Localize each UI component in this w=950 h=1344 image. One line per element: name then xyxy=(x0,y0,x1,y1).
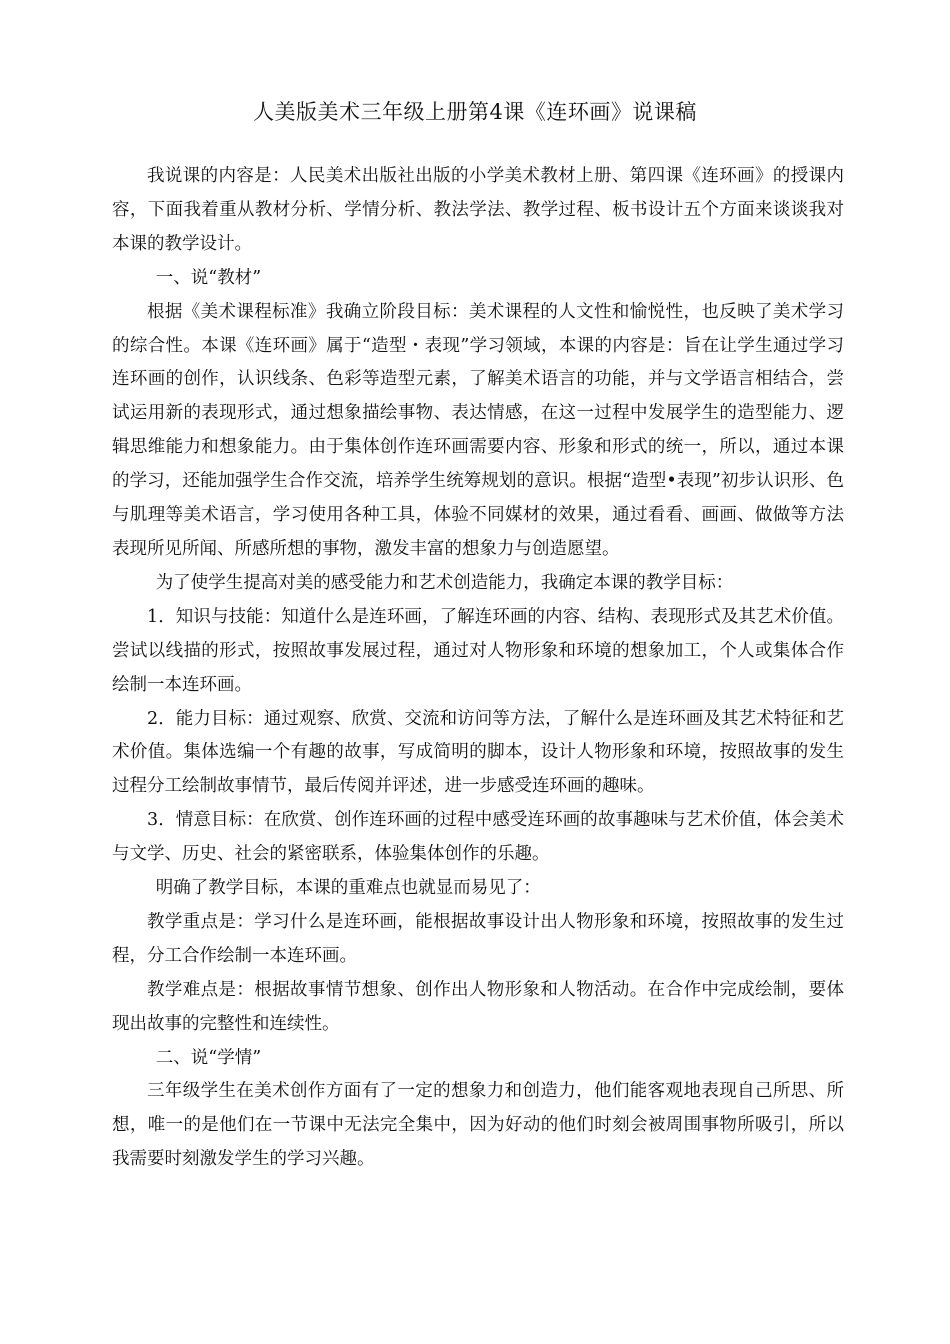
paragraph-goals-intro: 为了使学生提高对美的感受能力和艺术创造能力，我确定本课的教学目标： xyxy=(155,572,734,593)
paragraph-key-points-intro: 明确了教学目标，本课的重难点也就显而易见了： xyxy=(155,878,541,899)
document-body xyxy=(112,160,844,1177)
paragraph-intro: 我说课的内容是：人民美术出版社出版的小学美术教材上册、第四课《连环画》的授课内容，下面我着重从教材分析、学情分析、教法学法、教学过程、板书设计五个方面来谈谈我对本课的教学设计。 xyxy=(112,166,844,254)
paragraph-learner-analysis: 三年级学生在美术创作方面有了一定的想象力和创造力，他们能客观地表现自己所思、所想，唯一的是他们在一节课中无法完全集中，因为好动的他们时刻会被周围事物所吸引，所以我需要时刻激发学生的学习兴趣。 xyxy=(112,1081,844,1170)
paragraph-teaching-difficulty: 教学难点是：根据故事情节想象、创作出人物形象和人物活动。在合作中完成绘制，要体现出故事的完整性和连续性。 xyxy=(112,979,844,1034)
section-heading-textbook: 一、说“教材” xyxy=(155,267,262,288)
section-heading-learners: 二、说“学情” xyxy=(155,1047,262,1068)
paragraph-teaching-focus: 教学重点是：学习什么是连环画，能根据故事设计出人物形象和环境，按照故事的发生过程，分工合作绘制一本连环画。 xyxy=(112,911,844,966)
paragraph-goal-knowledge: 1．知识与技能：知道什么是连环画，了解连环画的内容、结构、表现形式及其艺术价值。尝试以线描的形式，按照故事发展过程，通过对人物形象和环境的想象加工，个人或集体合作绘制一本连环画。 xyxy=(112,606,844,695)
paragraph-goal-ability: 2．能力目标：通过观察、欣赏、交流和访问等方法，了解什么是连环画及其艺术特征和艺术价值。集体选编一个有趣的故事，写成简明的脚本，设计人物形象和环境，按照故事的发生过程分工绘制故事情节，最后传阅并评述，进一步感受连环画的趣味。 xyxy=(112,708,844,797)
paragraph-goal-emotion: 3．情意目标：在欣赏、创作连环画的过程中感受连环画的故事趣味与艺术价值，体会美术与文学、历史、社会的紧密联系，体验集体创作的乐趣。 xyxy=(112,810,844,865)
paragraph-textbook-analysis: 根据《美术课程标准》我确立阶段目标：美术课程的人文性和愉悦性，也反映了美术学习的综合性。本课《连环画》属于“造型・表现”学习领域，本课的内容是：旨在让学生通过学习连环画的创作，认识线条、色彩等造型元素，了解美术语言的功能，并与文学语言相结合，尝试运用新的表现形式，通过想象描绘事物、表达情感，在这一过程中发展学生的造型能力、逻辑思维能力和想象能力。由于集体创作连环画需要内容、形象和形式的统一，所以，通过本课的学习，还能加强学生合作交流，培养学生统筹规划的意识。根据“造型•表现”初步认识形、色与肌理等美术语言，学习使用各种工具，体验不同媒材的效果，通过看看、画画、做做等方法表现所见所闻、所感所想的事物，激发丰富的想象力与创造愿望。 xyxy=(112,301,844,559)
document-title: 人美版美术三年级上册第4课《连环画》说课稿 xyxy=(253,100,697,124)
